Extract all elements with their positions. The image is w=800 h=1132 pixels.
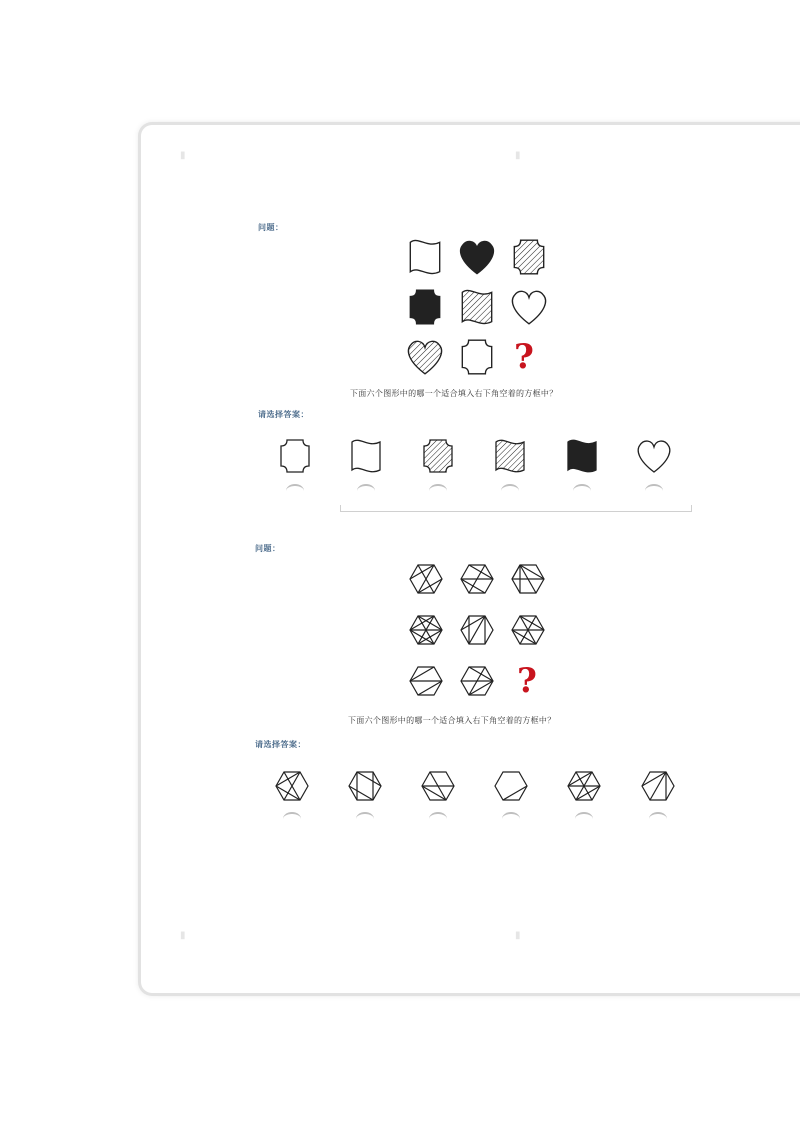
option-wave-hatched[interactable] <box>490 436 530 476</box>
watermark: ▮ <box>180 150 186 161</box>
option-hexagon-1 <box>276 772 308 800</box>
answer-label: 请选择答案： <box>258 410 309 419</box>
option-radio[interactable] <box>429 484 447 498</box>
missing-cell-question-mark: ? <box>514 337 534 377</box>
question-prompt: 下面六个图形中的哪一个适合填入右下角空着的方框中？ <box>350 389 558 398</box>
watermark: ▮ <box>515 930 521 941</box>
octagon-outline-shape <box>456 336 498 378</box>
option-octagon-hatched[interactable] <box>418 436 458 476</box>
wave-outline-shape <box>404 236 446 278</box>
watermark: ▮ <box>180 930 186 941</box>
option-radio[interactable] <box>429 812 447 826</box>
options-frame <box>340 505 692 512</box>
option-wave-solid[interactable] <box>562 436 602 476</box>
option-radio[interactable] <box>283 812 301 826</box>
option-octagon-outline[interactable] <box>275 436 315 476</box>
heart-outline-shape <box>508 286 550 328</box>
option-radio[interactable] <box>501 484 519 498</box>
option-hexagon-5 <box>568 772 600 800</box>
option-radio[interactable] <box>286 484 304 498</box>
option-radio[interactable] <box>502 812 520 826</box>
heart-solid-shape <box>456 236 498 278</box>
option-radio[interactable] <box>356 812 374 826</box>
option-wave-outline[interactable] <box>346 436 386 476</box>
option-hexagon-6 <box>642 772 674 800</box>
answer-label: 请选择答案： <box>255 740 306 749</box>
watermark: ▮ <box>515 150 521 161</box>
question-prompt: 下面六个图形中的哪一个适合填入右下角空着的方框中？ <box>348 716 556 725</box>
option-radio[interactable] <box>357 484 375 498</box>
option-hexagon-4 <box>495 772 527 800</box>
wave-hatched-shape <box>456 286 498 328</box>
missing-cell-question-mark: ? <box>517 661 537 701</box>
heart-hatched-shape <box>404 336 446 378</box>
question-label: 问题： <box>258 223 284 232</box>
option-hexagon-3 <box>422 772 454 800</box>
option-radio[interactable] <box>645 484 663 498</box>
octagon-solid-shape <box>404 286 446 328</box>
hexagon-options <box>262 762 702 812</box>
option-radio[interactable] <box>575 812 593 826</box>
option-heart-outline[interactable] <box>634 436 674 476</box>
option-hexagon-2 <box>349 772 381 800</box>
option-radio[interactable] <box>573 484 591 498</box>
octagon-hatched-shape <box>508 236 550 278</box>
question-label: 问题： <box>255 544 281 553</box>
option-radio[interactable] <box>649 812 667 826</box>
